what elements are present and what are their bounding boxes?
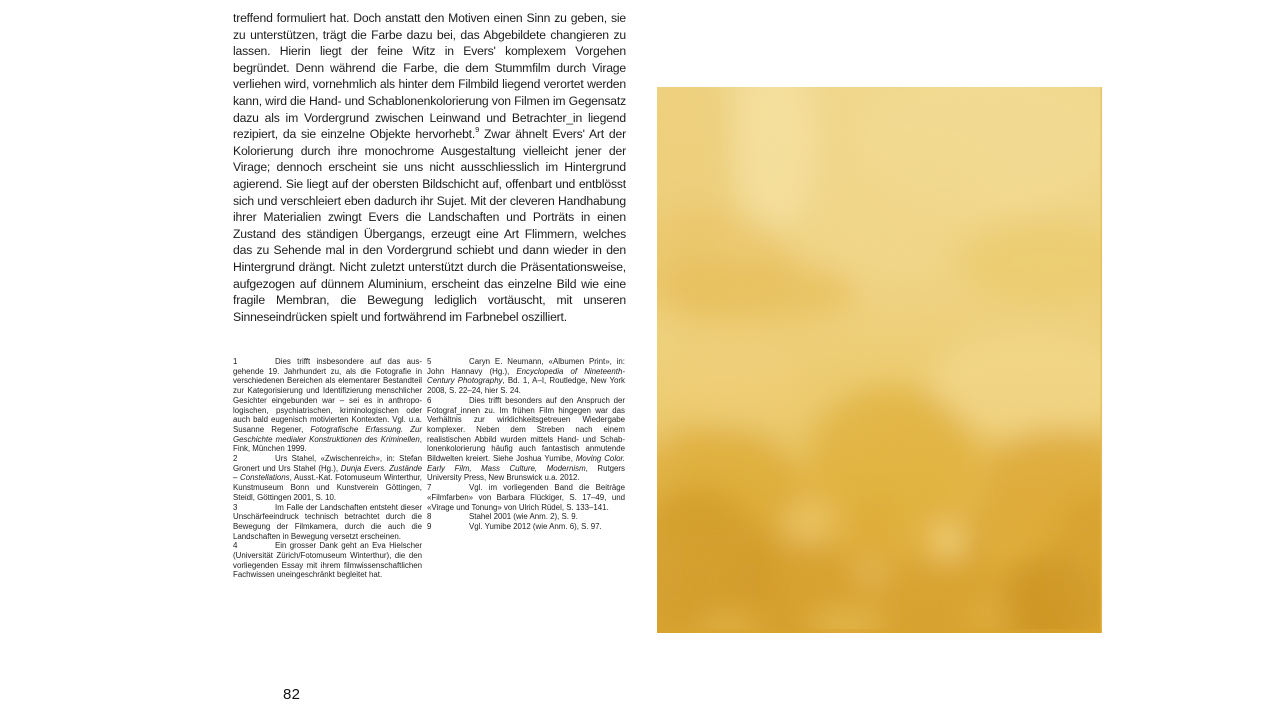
footnote-9 (427, 522, 625, 532)
text-segment: treffend formuliert hat. Doch anstatt den Motiven einen Sinn zu geben, sie zu unterstützen, trägt die Farbe dazu bei, das Abgebildete changieren zu lassen. Hierin liegt der feine Witz in Evers' komplexem Vorgehen begründet. Denn während die Farbe, die dem Stummfilm durch Virage verliehen wird, vornehmlich als hinter dem Filmbild liegend verortet werden kann, wird die Hand- und Schablonenkolorierung von Filmen im Gegensatz dazu als im Vordergrund zwischen Leinwand und Betrachter_in liegend rezipiert, da sie einzelne Objekte hervorhebt. (233, 11, 626, 142)
footnote-4 (233, 541, 422, 580)
footnote-5 (427, 357, 625, 396)
text-segment: Dunja Evers. Zustände – Constellations (233, 463, 423, 483)
yellow-photograph-image (657, 87, 1102, 633)
footnote-number: 1 (233, 357, 238, 366)
footnote-1 (233, 357, 422, 454)
footnote-marker: 9 (475, 125, 480, 135)
text-segment: , Rutgers University Press, New Brunswick u.a. 2012. (427, 463, 625, 483)
footnote-3 (233, 503, 422, 542)
footnotes-column-right (427, 357, 625, 532)
footnote-6 (427, 396, 625, 483)
text-segment: Dies trifft besonders auf den Anspruch der Fotograf_innen zu. Im frühen Film hingegen war das Verhältnis zur wirklichkeitsgetreuen Wiedergabe komplexer. Neben dem Streben nach einem realistischen Abbild wurden mittels Hand- und Schablonenkolorierung häufig auch fantastisch anmutende Bildwelten kreiert. Siehe Joshua Yumibe, (427, 395, 625, 464)
text-segment: Stahel 2001 (wie Anm. 2), S. 9. (469, 512, 578, 522)
footnote-number: 3 (233, 502, 238, 512)
artwork-plate (657, 87, 1102, 633)
footnote-number: 6 (427, 395, 432, 405)
text-segment: , Ausst.-Kat. Fotomuseum Winterthur, Kunstmuseum Bonn und Kunstverein Göttingen, Steidl, Göttingen 2001, S. 10. (233, 473, 422, 502)
footnote-7 (427, 483, 625, 512)
text-segment: Urs Stahel, «Zwischenreich», in: Stefan Gronert und Urs Stahel (Hg.), (233, 454, 422, 473)
footnote-number: 8 (427, 512, 432, 522)
essay-paragraph (233, 10, 626, 325)
page-number: 82 (283, 686, 301, 703)
footnote-2 (233, 454, 422, 503)
text-segment: Moving Color. Early Film, Mass Culture, Modernism (427, 454, 625, 473)
footnote-number: 4 (233, 541, 238, 551)
text-segment: Fotografische Erfassung. Zur Geschichte medialer Konstruktionen des Kriminellen (233, 424, 422, 444)
footnote-number: 7 (427, 483, 432, 493)
text-segment: , Bd. 1, A–I, Routledge, New York 2008, S. 22–24, hier S. 24. (427, 376, 625, 396)
text-segment: Vgl. Yumibe 2012 (wie Anm. 6), S. 97. (469, 521, 602, 531)
text-segment: Im Falle der Landschaften entsteht dieser Unschärfeeindruck technisch betrachtet durch die Bewegung der Filmkamera, durch die auch die Landschaften in Bewegung versetzt erscheinen. (233, 502, 422, 541)
footnote-8 (427, 512, 625, 522)
footnote-number: 5 (427, 357, 432, 366)
text-segment: , Fink, München 1999. (233, 434, 422, 454)
text-segment: Ein grosser Dank geht an Eva Hielscher (Universität Zürich/Fotomuseum Winterthur), die den vorliegenden Essay mit ihrem filmwissenschaftlichen Fachwissen uneingeschränkt begleitet hat. (233, 541, 422, 580)
footnote-number: 2 (233, 454, 238, 464)
text-segment: Encyclopedia of Nineteenth-Century Photography (427, 366, 625, 386)
footnotes-column-left (233, 357, 422, 580)
text-segment: Dies trifft insbesondere auf das ausgehende 19. Jahrhundert zu, als die Fotografie in verschiedenen Bereichen als elementarer Bestandteil zur Kategorisierung und Identifizierung menschlicher Gesichter eingebunden war – sei es in anthropologischen, psychiatrischen, kriminologischen oder auch bald eugenisch motivierten Kontexten. Vgl. u.a. Susanne Regener, (233, 357, 422, 434)
text-segment: Zwar ähnelt Evers' Art der Kolorierung durch ihre monochrome Ausgestaltung vielleicht jener der Virage; dennoch erscheint sie uns nicht ausschliesslich im Hintergrund agierend. Sie liegt auf der obersten Bildschicht auf, offenbart und entblösst sich und verschleiert eben dadurch ihr Sujet. Mit der cleveren Handhabung ihrer Materialien zwingt Evers die Landschaften und Porträts in einen Zustand des ständigen Übergangs, erzeugt eine Art Flimmern, welches das zu Sehende mal in den Vordergrund schiebt und dann wieder in den Hintergrund drängt. Nicht zuletzt unterstützt durch die Präsentationsweise, aufgezogen auf dünnem Aluminium, erscheint das einzelne Bild wie eine fragile Membran, die Bewegung lediglich vortäuscht, mit unseren Sinneseindrücken spielt und fortwährend im Farbnebel oszilliert. (233, 127, 626, 324)
text-segment: Caryn E. Neumann, «Albumen Print», in: John Hannavy (Hg.), (427, 357, 625, 376)
footnote-number: 9 (427, 521, 432, 531)
text-segment: Vgl. im vorliegenden Band die Beiträge «Filmfarben» von Barbara Flückiger, S. 17–49, und «Virage und Tonung» von Ulrich Rüdel, S. 133–141. (427, 483, 625, 512)
